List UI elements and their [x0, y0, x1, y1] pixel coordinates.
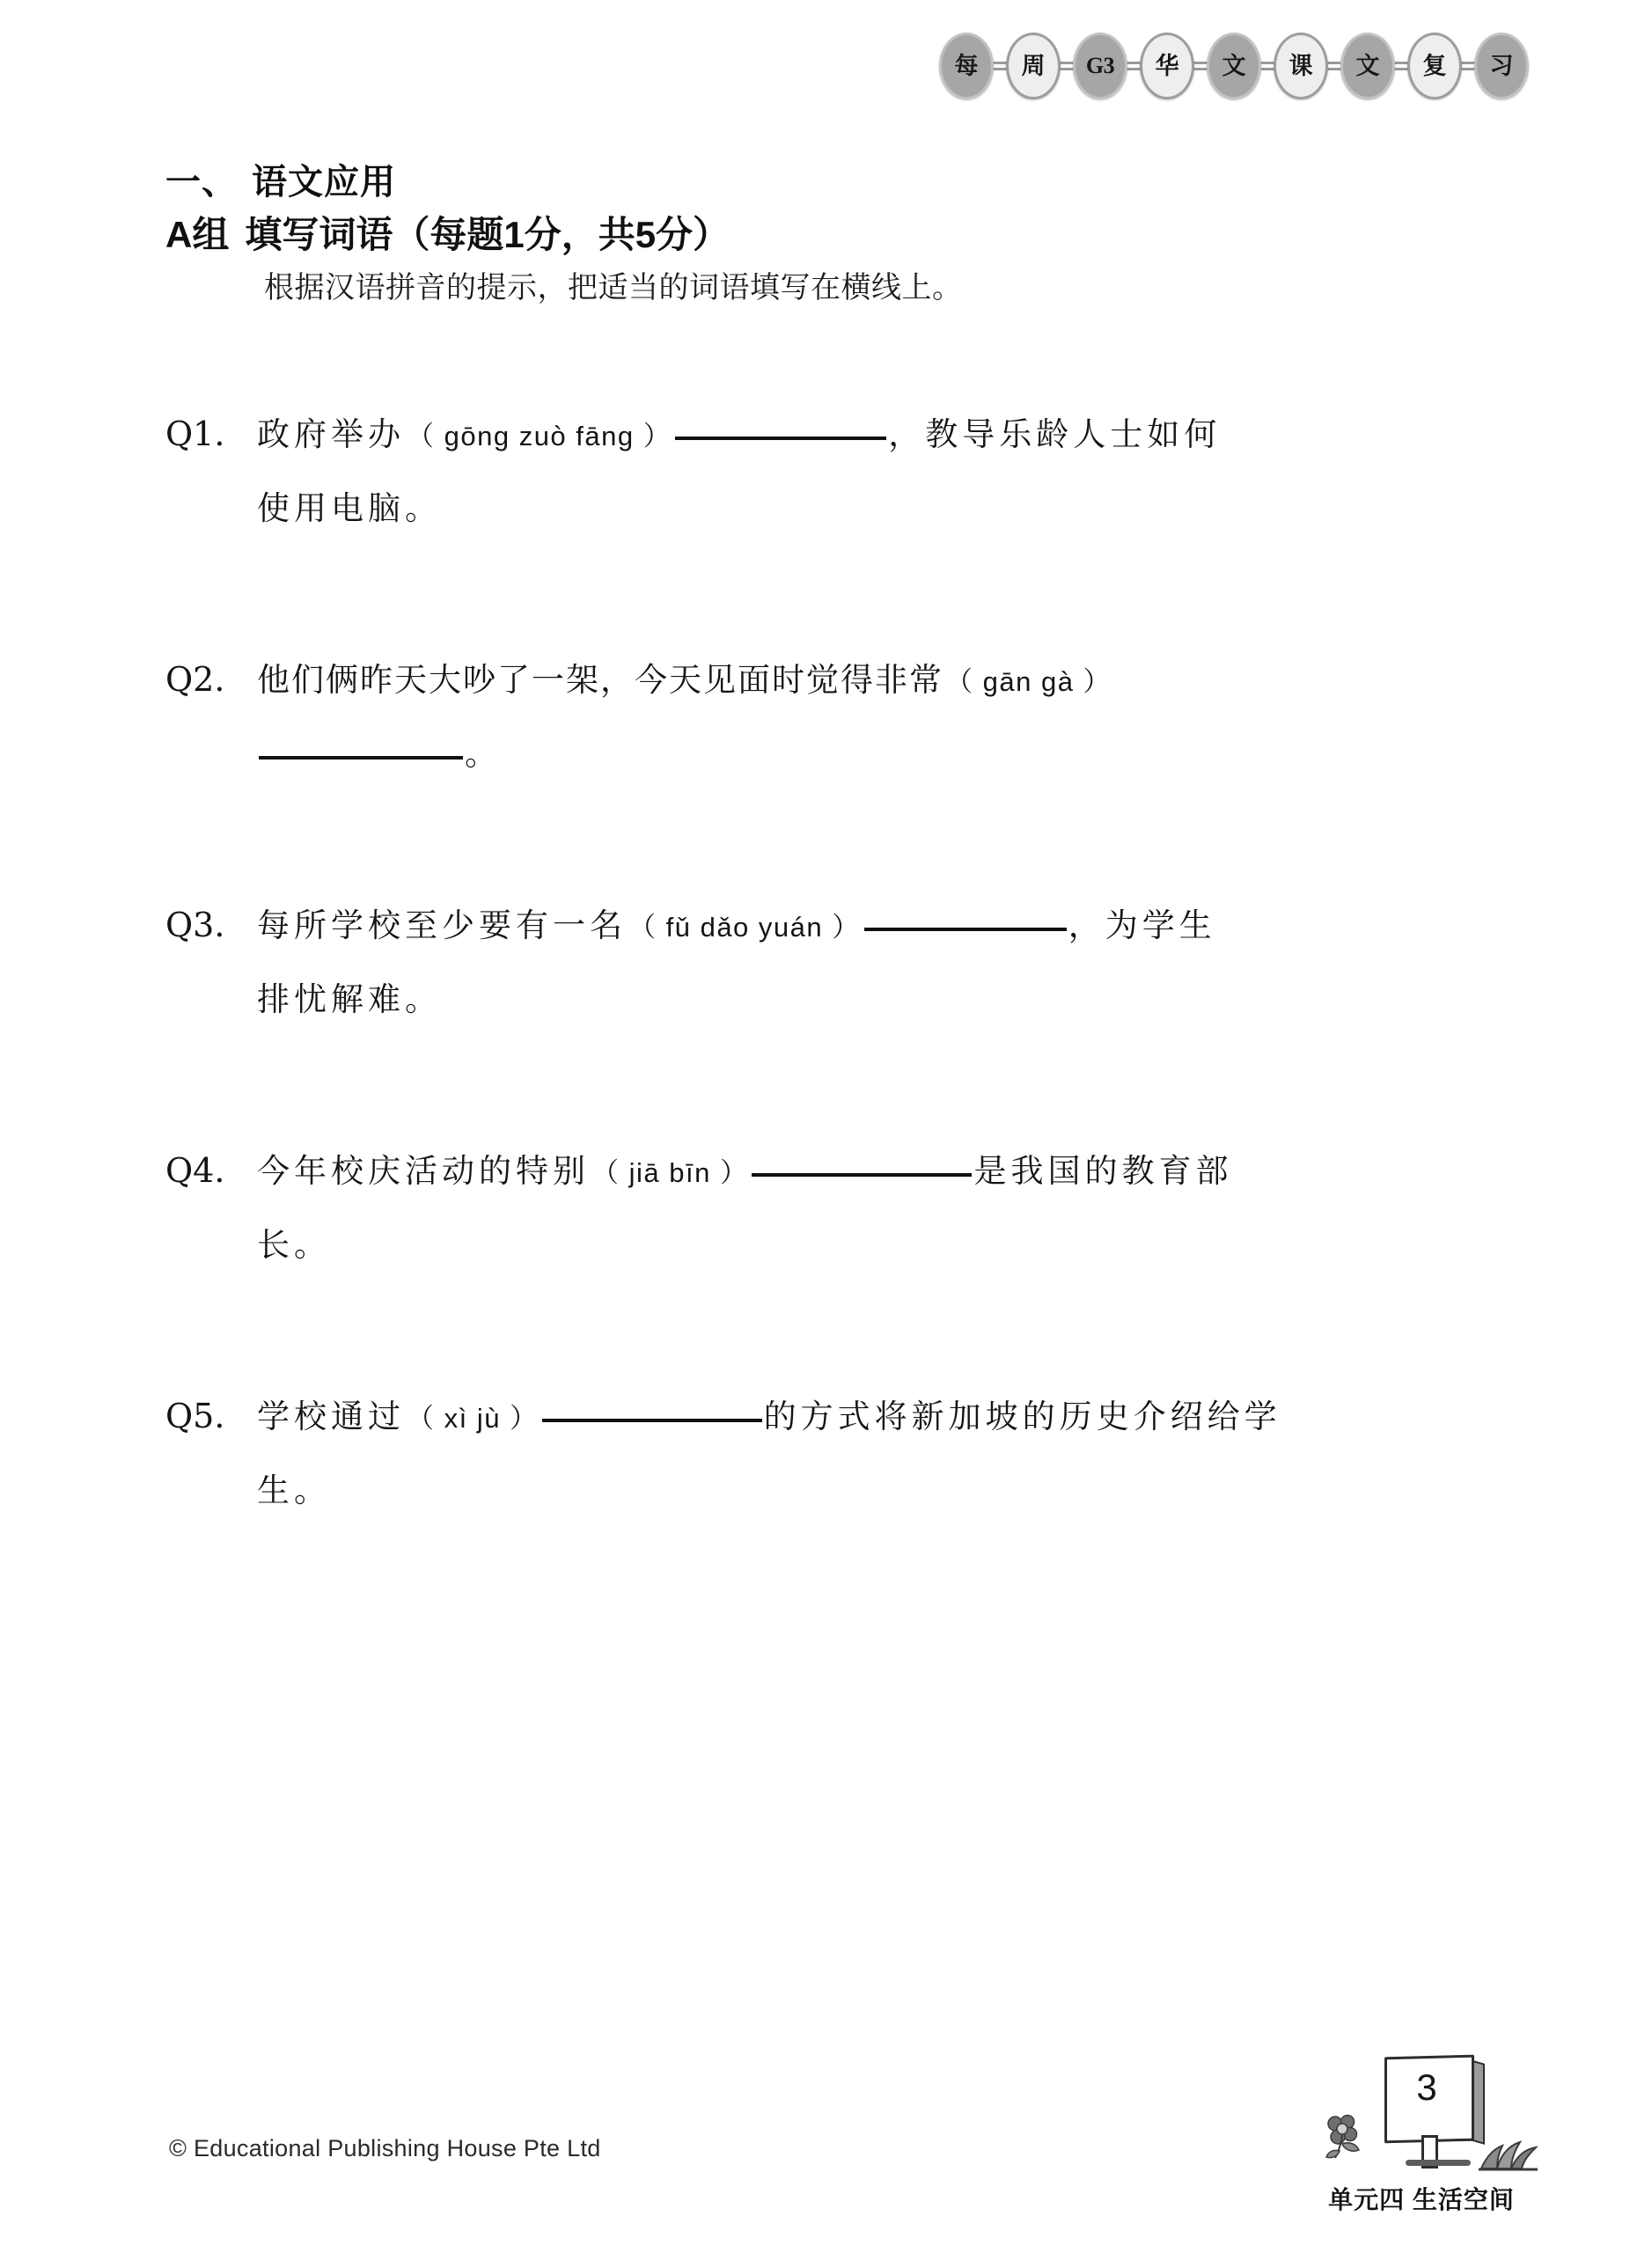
pinyin-hint: （ fǔ dǎo yuán ）	[628, 912, 861, 943]
question-text-after: ，为学生	[1068, 906, 1216, 944]
header-badge-7-label: 文	[1355, 52, 1380, 80]
group-title-line	[165, 211, 1486, 260]
answer-blank[interactable]	[675, 436, 886, 440]
question-line-2	[165, 1455, 1503, 1527]
header-badge-9	[1474, 33, 1529, 99]
section-title-line	[165, 160, 1486, 204]
question-text-before: 他们俩昨天大吵了一架，今天见面时觉得非常	[257, 661, 943, 699]
header-badge-3	[1073, 33, 1127, 99]
header-badge-chain	[939, 32, 1529, 100]
question-line-1	[165, 398, 1503, 473]
header-badge-2	[1006, 33, 1061, 99]
header-badge-7	[1340, 33, 1395, 99]
pinyin-hint: （ gōng zuò fāng ）	[407, 421, 672, 451]
question-label: Q1.	[165, 415, 225, 453]
question-line-2	[165, 718, 1503, 790]
question-line-1	[165, 1380, 1503, 1455]
question-text-continued: 。	[465, 735, 502, 773]
ground-shadow	[1406, 2160, 1471, 2166]
grass-tuft-icon	[1476, 2130, 1541, 2172]
question-line-1	[165, 1134, 1503, 1209]
question-label: Q3.	[165, 906, 225, 944]
signboard-icon	[1384, 2049, 1490, 2172]
question-item	[165, 398, 1503, 545]
header-badge-3-label: G3	[1085, 53, 1115, 78]
question-text-after: ，教导乐龄人士如何	[888, 415, 1222, 453]
answer-blank[interactable]	[864, 927, 1067, 931]
section-title: 语文应用	[252, 163, 396, 202]
header-badge-6-label: 课	[1289, 52, 1313, 80]
question-line-1	[165, 889, 1503, 964]
header-badge-6	[1274, 33, 1328, 99]
question-text-continued: 排忧解难。	[257, 980, 442, 1018]
header-badge-1-label: 每	[954, 52, 979, 80]
question-line-2	[165, 1209, 1503, 1281]
instruction-text: 根据汉语拼音的提示，把适当的词语填写在横线上。	[264, 270, 963, 305]
group-title: 填写词语（每题1分，共5分）	[245, 214, 731, 255]
header-badge-9-label: 习	[1489, 52, 1514, 80]
header-badge-2-label: 周	[1021, 52, 1046, 80]
pinyin-hint: （ jiā bīn ）	[591, 1157, 749, 1188]
section-number: 一、	[165, 163, 238, 202]
question-text-after: 的方式将新加坡的历史介绍给学	[763, 1398, 1281, 1435]
header-badge-8-label: 复	[1422, 52, 1447, 80]
page-number-graphic	[1289, 2049, 1553, 2234]
header-badge-5	[1207, 33, 1261, 99]
question-text-continued: 使用电脑。	[257, 489, 442, 527]
pinyin-hint: （ xì jù ）	[407, 1403, 539, 1434]
header-badge-4-label: 华	[1155, 52, 1179, 80]
question-item	[165, 643, 1503, 790]
question-list	[165, 398, 1503, 1626]
page-number: 3	[1416, 2066, 1437, 2108]
header-badge-1	[939, 33, 994, 99]
question-text-before: 每所学校至少要有一名	[257, 906, 627, 944]
question-text-after: 是我国的教育部	[973, 1152, 1233, 1190]
question-item	[165, 1380, 1503, 1527]
question-label: Q5.	[165, 1397, 225, 1435]
answer-blank[interactable]	[542, 1418, 762, 1422]
header-badge-5-label: 文	[1222, 52, 1246, 80]
question-text-before: 今年校庆活动的特别	[257, 1152, 590, 1190]
question-label: Q2.	[165, 660, 225, 699]
question-text-before: 政府举办	[257, 415, 405, 453]
answer-blank[interactable]	[752, 1172, 972, 1177]
question-item	[165, 1134, 1503, 1281]
question-label: Q4.	[165, 1151, 225, 1190]
question-text-continued: 长。	[257, 1226, 331, 1264]
question-item	[165, 889, 1503, 1036]
answer-blank[interactable]	[259, 755, 463, 760]
header-badge-4	[1140, 33, 1194, 99]
question-line-2	[165, 964, 1503, 1036]
section-header	[165, 160, 1486, 308]
group-label: A组	[165, 214, 230, 255]
flower-icon	[1321, 2112, 1377, 2169]
pinyin-hint: （ gān gà ）	[945, 666, 1112, 697]
copyright-notice: © Educational Publishing House Pte Ltd	[169, 2135, 601, 2161]
unit-label: 单元四 生活空间	[1328, 2186, 1515, 2213]
question-text-before: 学校通过	[257, 1398, 405, 1435]
question-line-1	[165, 643, 1503, 718]
question-text-continued: 生。	[257, 1471, 331, 1509]
question-line-2	[165, 473, 1503, 545]
header-badge-8	[1407, 33, 1462, 99]
